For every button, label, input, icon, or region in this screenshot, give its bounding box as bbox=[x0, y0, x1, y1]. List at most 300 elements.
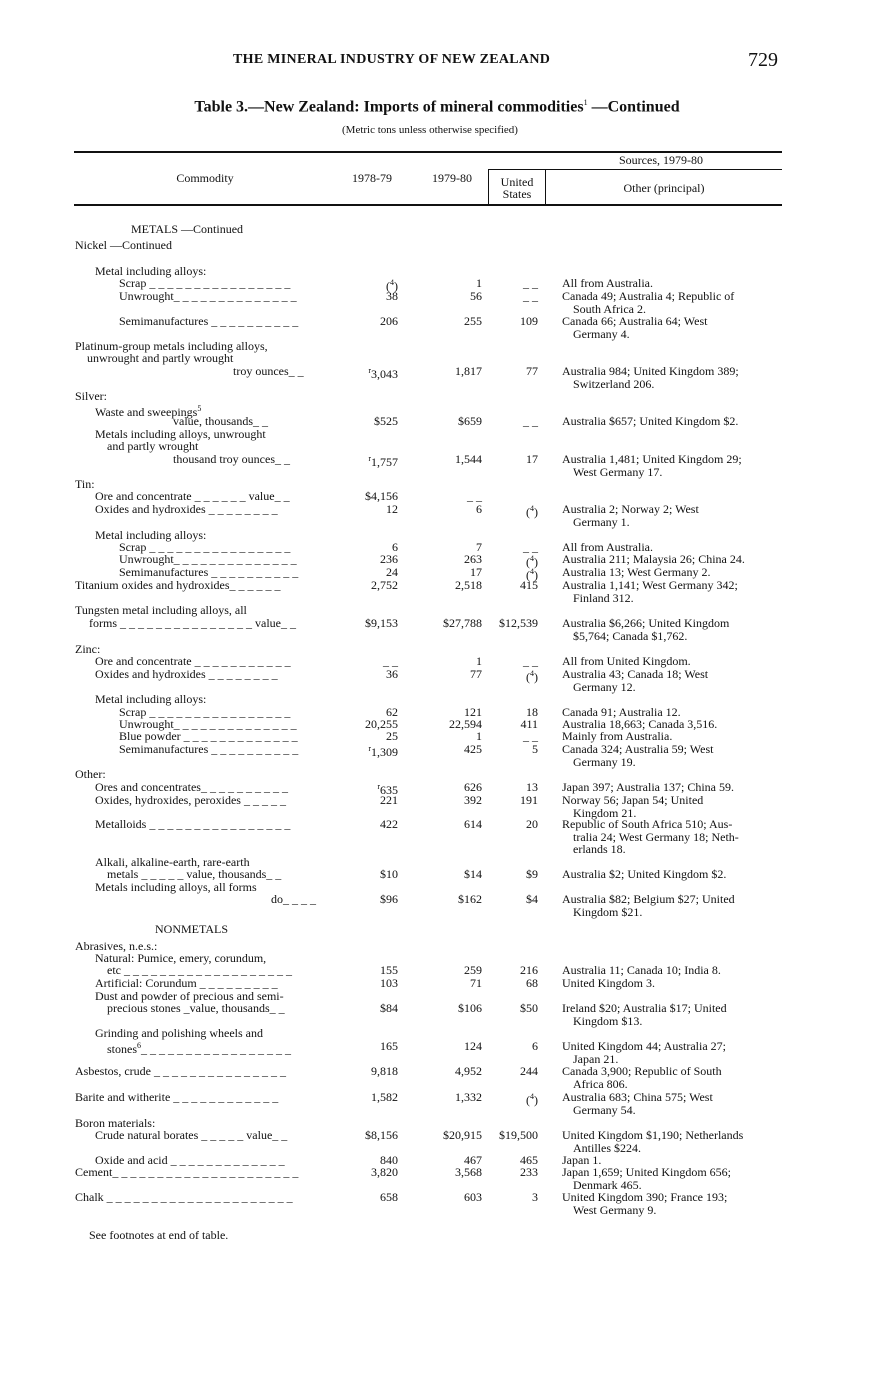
value-united-states bbox=[486, 579, 538, 591]
other-sources-cell bbox=[562, 655, 691, 667]
footnote-marker: 4 bbox=[530, 554, 534, 563]
value-text: 4,952 bbox=[455, 1064, 482, 1078]
commodity-text: Metal including alloys: bbox=[95, 264, 207, 278]
value-1979-80 bbox=[430, 655, 482, 667]
other-sources-text: Canada 66; Australia 64; West bbox=[562, 314, 708, 328]
other-sources-text: Australia 43; Canada 18; West bbox=[562, 667, 709, 681]
other-sources-text: Japan 1. bbox=[562, 1153, 602, 1167]
other-sources-text: All from United Kingdom. bbox=[562, 654, 691, 668]
commodity-text: Unwrought_ _ _ _ _ _ _ _ _ _ _ _ _ _ bbox=[119, 717, 297, 731]
commodity-text: Ores and concentrates_ _ _ _ _ _ _ _ _ _ bbox=[95, 780, 288, 794]
value-united-states bbox=[486, 964, 538, 976]
value-text: 1 bbox=[476, 729, 482, 743]
other-sources-cell bbox=[573, 466, 662, 478]
other-sources-text: Japan 1,659; United Kingdom 656; bbox=[562, 1165, 731, 1179]
header-commodity: Commodity bbox=[176, 171, 234, 185]
other-sources-text: United Kingdom 44; Australia 27; bbox=[562, 1039, 726, 1053]
value-text: 658 bbox=[380, 1190, 398, 1204]
header-states: States bbox=[502, 187, 532, 201]
value-text: 24 bbox=[386, 565, 398, 579]
other-sources-text: Canada 3,900; Republic of South bbox=[562, 1064, 722, 1078]
commodity-cell bbox=[107, 440, 198, 452]
value-text: 1,817 bbox=[455, 364, 482, 378]
value-text: _ _ bbox=[467, 489, 482, 503]
value-text: 165 bbox=[380, 1039, 398, 1053]
value-text: 36 bbox=[386, 667, 398, 681]
other-sources-cell bbox=[562, 1091, 713, 1103]
other-sources-text: Canada 49; Australia 4; Republic of bbox=[562, 289, 735, 303]
footnote-marker: 4 bbox=[530, 567, 534, 576]
value-1979-80 bbox=[430, 743, 482, 755]
commodity-text: Unwrought_ _ _ _ _ _ _ _ _ _ _ _ _ _ bbox=[119, 289, 297, 303]
other-sources-text: Australia 683; China 575; West bbox=[562, 1090, 713, 1104]
other-sources-text: All from Australia. bbox=[562, 540, 653, 554]
value-1979-80 bbox=[430, 730, 482, 742]
value-text: 22,594 bbox=[449, 717, 482, 731]
value-text: ( bbox=[386, 279, 390, 293]
other-sources-cell bbox=[562, 553, 745, 565]
value-1979-80 bbox=[430, 1002, 482, 1014]
value-text: 9,818 bbox=[371, 1064, 398, 1078]
commodity-text: Other: bbox=[75, 767, 106, 781]
other-sources-text: erlands 18. bbox=[573, 842, 626, 856]
commodity-text: Semimanufactures _ _ _ _ _ _ _ _ _ _ bbox=[119, 742, 299, 756]
other-sources-text: Australia 1,141; West Germany 342; bbox=[562, 578, 738, 592]
footnote-marker: 4 bbox=[530, 669, 534, 678]
value-1979-80 bbox=[430, 315, 482, 327]
value-text: 614 bbox=[464, 817, 482, 831]
commodity-text: Cement_ _ _ _ _ _ _ _ _ _ _ _ _ _ _ _ _ _ _ _ _ bbox=[75, 1165, 299, 1179]
footnote-marker: 6 bbox=[137, 1041, 141, 1050]
other-sources-text: United Kingdom $1,190; Netherlands bbox=[562, 1128, 744, 1142]
table-title-footnote-marker: 1 bbox=[583, 98, 588, 107]
value-1979-80 bbox=[430, 365, 482, 377]
other-sources-cell bbox=[562, 365, 739, 377]
table-title-text: Table 3.—New Zealand: Imports of mineral commodities bbox=[194, 98, 584, 116]
other-sources-cell bbox=[562, 794, 703, 806]
other-sources-cell bbox=[562, 503, 699, 515]
value-text: 1 bbox=[476, 276, 482, 290]
commodity-text: Natural: Pumice, emery, corundum, bbox=[95, 951, 267, 965]
value-1979-80 bbox=[430, 553, 482, 565]
value-text: $9 bbox=[526, 867, 538, 881]
commodity-text: Metal including alloys: bbox=[95, 692, 207, 706]
value-1979-80 bbox=[430, 415, 482, 427]
value-united-states bbox=[486, 541, 538, 553]
value-text: 56 bbox=[470, 289, 482, 303]
other-sources-cell bbox=[573, 1078, 628, 1090]
other-sources-text: Germany 1. bbox=[573, 514, 630, 529]
other-sources-cell bbox=[573, 1179, 642, 1191]
commodity-text: Ore and concentrate _ _ _ _ _ _ value_ _ bbox=[95, 489, 290, 503]
other-sources-text: United Kingdom 3. bbox=[562, 976, 655, 990]
other-sources-text: Germany 12. bbox=[573, 679, 636, 694]
other-sources-text: West Germany 9. bbox=[573, 1202, 657, 1217]
value-text: $4 bbox=[526, 892, 538, 906]
value-text: 191 bbox=[520, 793, 538, 807]
other-sources-cell bbox=[573, 843, 626, 855]
commodity-cell bbox=[95, 781, 288, 793]
other-sources-cell bbox=[573, 328, 630, 340]
commodity-cell bbox=[119, 730, 298, 742]
commodity-text: Oxide and acid _ _ _ _ _ _ _ _ _ _ _ _ _ bbox=[95, 1153, 285, 1167]
commodity-cell bbox=[233, 365, 304, 377]
value-text: 392 bbox=[464, 793, 482, 807]
other-sources-cell bbox=[573, 1204, 656, 1216]
commodity-text: Waste and sweepings bbox=[95, 405, 198, 419]
value-suffix: ) bbox=[534, 505, 538, 519]
commodity-cell bbox=[119, 553, 297, 565]
other-sources-text: Finland 312. bbox=[573, 590, 634, 605]
other-sources-cell bbox=[573, 1053, 618, 1065]
value-text: $10 bbox=[380, 867, 398, 881]
revised-marker: r bbox=[377, 782, 380, 791]
value-1978-79 bbox=[348, 365, 398, 380]
other-sources-text: United Kingdom 390; France 193; bbox=[562, 1190, 728, 1204]
commodity-cell bbox=[119, 743, 298, 755]
value-text: 1 bbox=[476, 654, 482, 668]
value-text: 216 bbox=[520, 963, 538, 977]
commodity-cell bbox=[75, 478, 95, 490]
commodity-cell bbox=[75, 239, 172, 251]
other-sources-text: Australia 18,663; Canada 3,516. bbox=[562, 717, 718, 731]
commodity-cell bbox=[95, 1027, 263, 1039]
value-text: 6 bbox=[532, 1039, 538, 1053]
value-1979-80 bbox=[430, 1091, 482, 1103]
other-sources-cell bbox=[562, 1040, 726, 1052]
value-united-states bbox=[486, 668, 538, 683]
commodity-text: Ore and concentrate _ _ _ _ _ _ _ _ _ _ _ bbox=[95, 654, 291, 668]
value-1978-79 bbox=[348, 964, 398, 976]
value-united-states bbox=[486, 1129, 538, 1141]
commodity-cell bbox=[119, 290, 297, 302]
other-sources-cell bbox=[562, 1191, 727, 1203]
value-text: 411 bbox=[520, 717, 538, 731]
other-sources-text: Japan 21. bbox=[573, 1051, 619, 1066]
table-title-suffix: —Continued bbox=[587, 98, 680, 116]
commodity-text: Unwrought_ _ _ _ _ _ _ _ _ _ _ _ _ _ bbox=[119, 552, 297, 566]
value-1978-79 bbox=[348, 453, 398, 468]
other-sources-cell bbox=[562, 579, 738, 591]
value-united-states bbox=[486, 277, 538, 289]
commodity-cell bbox=[95, 1129, 287, 1141]
commodity-cell bbox=[75, 768, 106, 780]
value-text: 38 bbox=[386, 289, 398, 303]
other-sources-text: Australia 13; West Germany 2. bbox=[562, 565, 711, 579]
value-united-states bbox=[486, 290, 538, 302]
footnote-marker: 4 bbox=[530, 504, 534, 513]
value-1978-79 bbox=[348, 893, 398, 905]
footnote-marker: 5 bbox=[197, 404, 202, 413]
value-1978-79 bbox=[348, 290, 398, 302]
value-1978-79 bbox=[348, 730, 398, 742]
value-text: 7 bbox=[476, 540, 482, 554]
commodity-text: Asbestos, crude _ _ _ _ _ _ _ _ _ _ _ _ _ _ _ bbox=[75, 1064, 286, 1078]
value-united-states bbox=[486, 893, 538, 905]
other-sources-text: Australia 984; United Kingdom 389; bbox=[562, 364, 739, 378]
other-sources-cell bbox=[562, 1129, 743, 1141]
commodity-cell bbox=[75, 390, 107, 402]
commodity-cell bbox=[95, 818, 290, 830]
other-sources-cell bbox=[562, 453, 742, 465]
value-1979-80 bbox=[430, 1040, 482, 1052]
value-1978-79 bbox=[348, 1129, 398, 1141]
commodity-text: Zinc: bbox=[75, 642, 101, 656]
commodity-leader: _ _ _ _ _ _ _ _ _ _ _ _ _ _ _ _ _ bbox=[141, 1042, 291, 1056]
value-suffix: ) bbox=[534, 670, 538, 684]
value-united-states bbox=[486, 977, 538, 989]
commodity-text: Scrap _ _ _ _ _ _ _ _ _ _ _ _ _ _ _ _ bbox=[119, 540, 291, 554]
running-header: THE MINERAL INDUSTRY OF NEW ZEALAND bbox=[233, 52, 551, 67]
commodity-cell bbox=[155, 923, 228, 935]
commodity-cell bbox=[107, 1002, 285, 1014]
value-text: 465 bbox=[520, 1153, 538, 1167]
value-united-states bbox=[486, 453, 538, 465]
other-sources-cell bbox=[562, 868, 726, 880]
value-1978-79 bbox=[348, 818, 398, 830]
value-1978-79 bbox=[348, 553, 398, 565]
other-sources-text: Australia $2; United Kingdom $2. bbox=[562, 867, 727, 881]
value-text: 840 bbox=[380, 1153, 398, 1167]
value-1979-80 bbox=[430, 453, 482, 465]
value-1978-79 bbox=[348, 617, 398, 629]
other-sources-text: Australia $82; Belgium $27; United bbox=[562, 892, 735, 906]
other-sources-cell bbox=[562, 1166, 731, 1178]
value-united-states bbox=[486, 503, 538, 518]
other-sources-text: All from Australia. bbox=[562, 276, 653, 290]
commodity-text: Nickel —Continued bbox=[75, 238, 172, 252]
commodity-text: Blue powder _ _ _ _ _ _ _ _ _ _ _ _ _ bbox=[119, 729, 298, 743]
commodity-text: etc _ _ _ _ _ _ _ _ _ _ _ _ _ _ _ _ _ _ _ bbox=[107, 963, 292, 977]
value-1978-79 bbox=[348, 668, 398, 680]
revised-marker: r bbox=[368, 454, 371, 463]
other-sources-cell bbox=[562, 977, 655, 989]
value-text: 20,255 bbox=[365, 717, 398, 731]
commodity-cell bbox=[119, 566, 298, 578]
commodity-cell bbox=[75, 604, 247, 616]
other-sources-text: South Africa 2. bbox=[573, 301, 646, 316]
value-text: _ _ bbox=[523, 289, 538, 303]
commodity-cell bbox=[95, 490, 290, 502]
other-sources-cell bbox=[562, 315, 707, 327]
commodity-cell bbox=[75, 1191, 293, 1203]
value-text: $84 bbox=[380, 1001, 398, 1015]
value-text: 155 bbox=[380, 963, 398, 977]
footnote: See footnotes at end of table. bbox=[89, 1228, 229, 1242]
commodity-text: Tin: bbox=[75, 477, 95, 491]
value-suffix: ) bbox=[534, 568, 538, 582]
other-sources-cell bbox=[573, 516, 630, 528]
other-sources-text: Africa 806. bbox=[573, 1076, 628, 1091]
other-sources-cell bbox=[573, 1015, 642, 1027]
value-1979-80 bbox=[430, 277, 482, 289]
value-text: 71 bbox=[470, 976, 482, 990]
commodity-text: Oxides and hydroxides _ _ _ _ _ _ _ _ bbox=[95, 502, 278, 516]
commodity-text: Metal including alloys: bbox=[95, 528, 207, 542]
value-united-states bbox=[486, 617, 538, 629]
value-1979-80 bbox=[430, 1166, 482, 1178]
value-text: 206 bbox=[380, 314, 398, 328]
commodity-cell bbox=[75, 1091, 278, 1103]
value-text: 3,043 bbox=[371, 367, 398, 381]
value-united-states bbox=[486, 655, 538, 667]
value-text: _ _ bbox=[383, 654, 398, 668]
value-text: 3 bbox=[532, 1190, 538, 1204]
value-text: 6 bbox=[476, 502, 482, 516]
value-text: 255 bbox=[464, 314, 482, 328]
other-sources-cell bbox=[562, 781, 734, 793]
value-united-states bbox=[486, 1091, 538, 1106]
footnote-marker: 4 bbox=[390, 278, 394, 287]
other-sources-text: Kingdom $13. bbox=[573, 1013, 643, 1028]
commodity-text: stones bbox=[107, 1042, 137, 1056]
commodity-cell bbox=[87, 352, 233, 364]
commodity-cell bbox=[173, 453, 290, 465]
other-sources-cell bbox=[573, 378, 654, 390]
commodity-cell bbox=[95, 655, 291, 667]
other-sources-text: Norway 56; Japan 54; United bbox=[562, 793, 704, 807]
other-sources-text: Switzerland 206. bbox=[573, 376, 655, 391]
value-united-states bbox=[486, 415, 538, 427]
other-sources-cell bbox=[562, 964, 721, 976]
header-1979-80: 1979-80 bbox=[432, 171, 472, 185]
other-sources-cell bbox=[562, 1065, 722, 1077]
other-sources-cell bbox=[562, 1002, 727, 1014]
value-united-states bbox=[486, 365, 538, 377]
other-sources-text: tralia 24; West Germany 18; Neth- bbox=[573, 829, 739, 844]
header-united-states bbox=[489, 176, 545, 200]
commodity-cell bbox=[95, 977, 278, 989]
commodity-text: Platinum-group metals including alloys, bbox=[75, 339, 268, 353]
value-text: 221 bbox=[380, 793, 398, 807]
value-1979-80 bbox=[430, 781, 482, 793]
value-1978-79 bbox=[348, 794, 398, 806]
commodity-text: Crude natural borates _ _ _ _ _ value_ _ bbox=[95, 1128, 288, 1142]
value-1978-79 bbox=[348, 503, 398, 515]
other-sources-text: Mainly from Australia. bbox=[562, 729, 673, 743]
value-1979-80 bbox=[430, 718, 482, 730]
value-united-states bbox=[486, 1191, 538, 1203]
commodity-text: Scrap _ _ _ _ _ _ _ _ _ _ _ _ _ _ _ _ bbox=[119, 276, 291, 290]
commodity-cell bbox=[89, 617, 296, 629]
value-text: 17 bbox=[526, 452, 538, 466]
value-text: _ _ bbox=[523, 276, 538, 290]
other-sources-text: Antilles $224. bbox=[573, 1140, 641, 1155]
revised-marker: r bbox=[368, 366, 371, 375]
value-1979-80 bbox=[430, 868, 482, 880]
header-united: United bbox=[500, 175, 534, 189]
value-text: $8,156 bbox=[365, 1128, 398, 1142]
value-text: $20,915 bbox=[443, 1128, 482, 1142]
value-text: 1,332 bbox=[455, 1090, 482, 1104]
other-sources-text: Australia 211; Malaysia 26; China 24. bbox=[562, 552, 745, 566]
other-sources-text: Australia $657; United Kingdom $2. bbox=[562, 414, 739, 428]
other-sources-text: West Germany 17. bbox=[573, 464, 663, 479]
value-text: 2,752 bbox=[371, 578, 398, 592]
table-subtitle: (Metric tons unless otherwise specified) bbox=[342, 124, 518, 136]
commodity-cell bbox=[95, 693, 206, 705]
value-text: 20 bbox=[526, 817, 538, 831]
value-text: 13 bbox=[526, 780, 538, 794]
value-text: ( bbox=[526, 555, 530, 569]
other-sources-text: Republic of South Africa 510; Aus- bbox=[562, 817, 733, 831]
header-sources: Sources, 1979-80 bbox=[619, 153, 703, 167]
value-1978-79 bbox=[348, 743, 398, 758]
value-united-states bbox=[486, 743, 538, 755]
value-text: $4,156 bbox=[365, 489, 398, 503]
other-sources-cell bbox=[573, 831, 739, 843]
commodity-cell bbox=[75, 579, 281, 591]
other-sources-cell bbox=[562, 415, 738, 427]
commodity-text: Tungsten metal including alloys, all bbox=[75, 603, 247, 617]
commodity-cell bbox=[95, 794, 286, 806]
value-1979-80 bbox=[430, 290, 482, 302]
value-text: 263 bbox=[464, 552, 482, 566]
commodity-text: Metals including alloys, unwrought bbox=[95, 427, 266, 441]
value-1978-79 bbox=[348, 579, 398, 591]
commodity-cell bbox=[131, 223, 243, 235]
other-sources-cell bbox=[562, 730, 672, 742]
value-text: 5 bbox=[532, 742, 538, 756]
value-suffix: ) bbox=[394, 279, 398, 293]
value-text: 3,820 bbox=[371, 1165, 398, 1179]
commodity-text: troy ounces_ _ bbox=[233, 364, 304, 378]
value-text: 635 bbox=[380, 783, 398, 797]
value-text: $106 bbox=[458, 1001, 482, 1015]
commodity-cell bbox=[119, 315, 298, 327]
commodity-text: Titanium oxides and hydroxides_ _ _ _ _ _ bbox=[75, 578, 281, 592]
commodity-text: Abrasives, n.e.s.: bbox=[75, 939, 158, 953]
other-sources-cell bbox=[573, 630, 687, 642]
other-sources-cell bbox=[562, 818, 732, 830]
value-1979-80 bbox=[430, 964, 482, 976]
value-text: $9,153 bbox=[365, 616, 398, 630]
value-text: _ _ bbox=[523, 540, 538, 554]
value-1978-79 bbox=[348, 315, 398, 327]
other-sources-text: Australia $6,266; United Kingdom bbox=[562, 616, 730, 630]
commodity-text: Semimanufactures _ _ _ _ _ _ _ _ _ _ bbox=[119, 314, 299, 328]
commodity-text: METALS —Continued bbox=[131, 222, 244, 236]
value-1979-80 bbox=[430, 1129, 482, 1141]
other-sources-cell bbox=[562, 290, 734, 302]
other-sources-text: Germany 54. bbox=[573, 1102, 636, 1117]
value-text: 17 bbox=[470, 565, 482, 579]
value-1978-79 bbox=[348, 415, 398, 427]
value-1979-80 bbox=[430, 668, 482, 680]
commodity-text: Oxides and hydroxides _ _ _ _ _ _ _ _ bbox=[95, 667, 278, 681]
other-sources-cell bbox=[573, 681, 636, 693]
other-sources-text: $5,764; Canada $1,762. bbox=[573, 628, 688, 643]
other-sources-cell bbox=[562, 743, 713, 755]
value-united-states bbox=[486, 1065, 538, 1077]
other-sources-text: Canada 324; Australia 59; West bbox=[562, 742, 714, 756]
value-text: 12 bbox=[386, 502, 398, 516]
other-sources-text: Australia 11; Canada 10; India 8. bbox=[562, 963, 721, 977]
value-text: 25 bbox=[386, 729, 398, 743]
value-1979-80 bbox=[430, 490, 482, 502]
commodity-cell bbox=[119, 277, 290, 289]
value-text: _ _ bbox=[523, 729, 538, 743]
value-1979-80 bbox=[430, 794, 482, 806]
value-text: 422 bbox=[380, 817, 398, 831]
value-text: 467 bbox=[464, 1153, 482, 1167]
value-united-states bbox=[486, 315, 538, 327]
revised-marker: r bbox=[368, 744, 371, 753]
other-sources-text: Denmark 465. bbox=[573, 1177, 642, 1192]
value-united-states bbox=[486, 868, 538, 880]
value-text: $96 bbox=[380, 892, 398, 906]
value-text: 233 bbox=[520, 1165, 538, 1179]
